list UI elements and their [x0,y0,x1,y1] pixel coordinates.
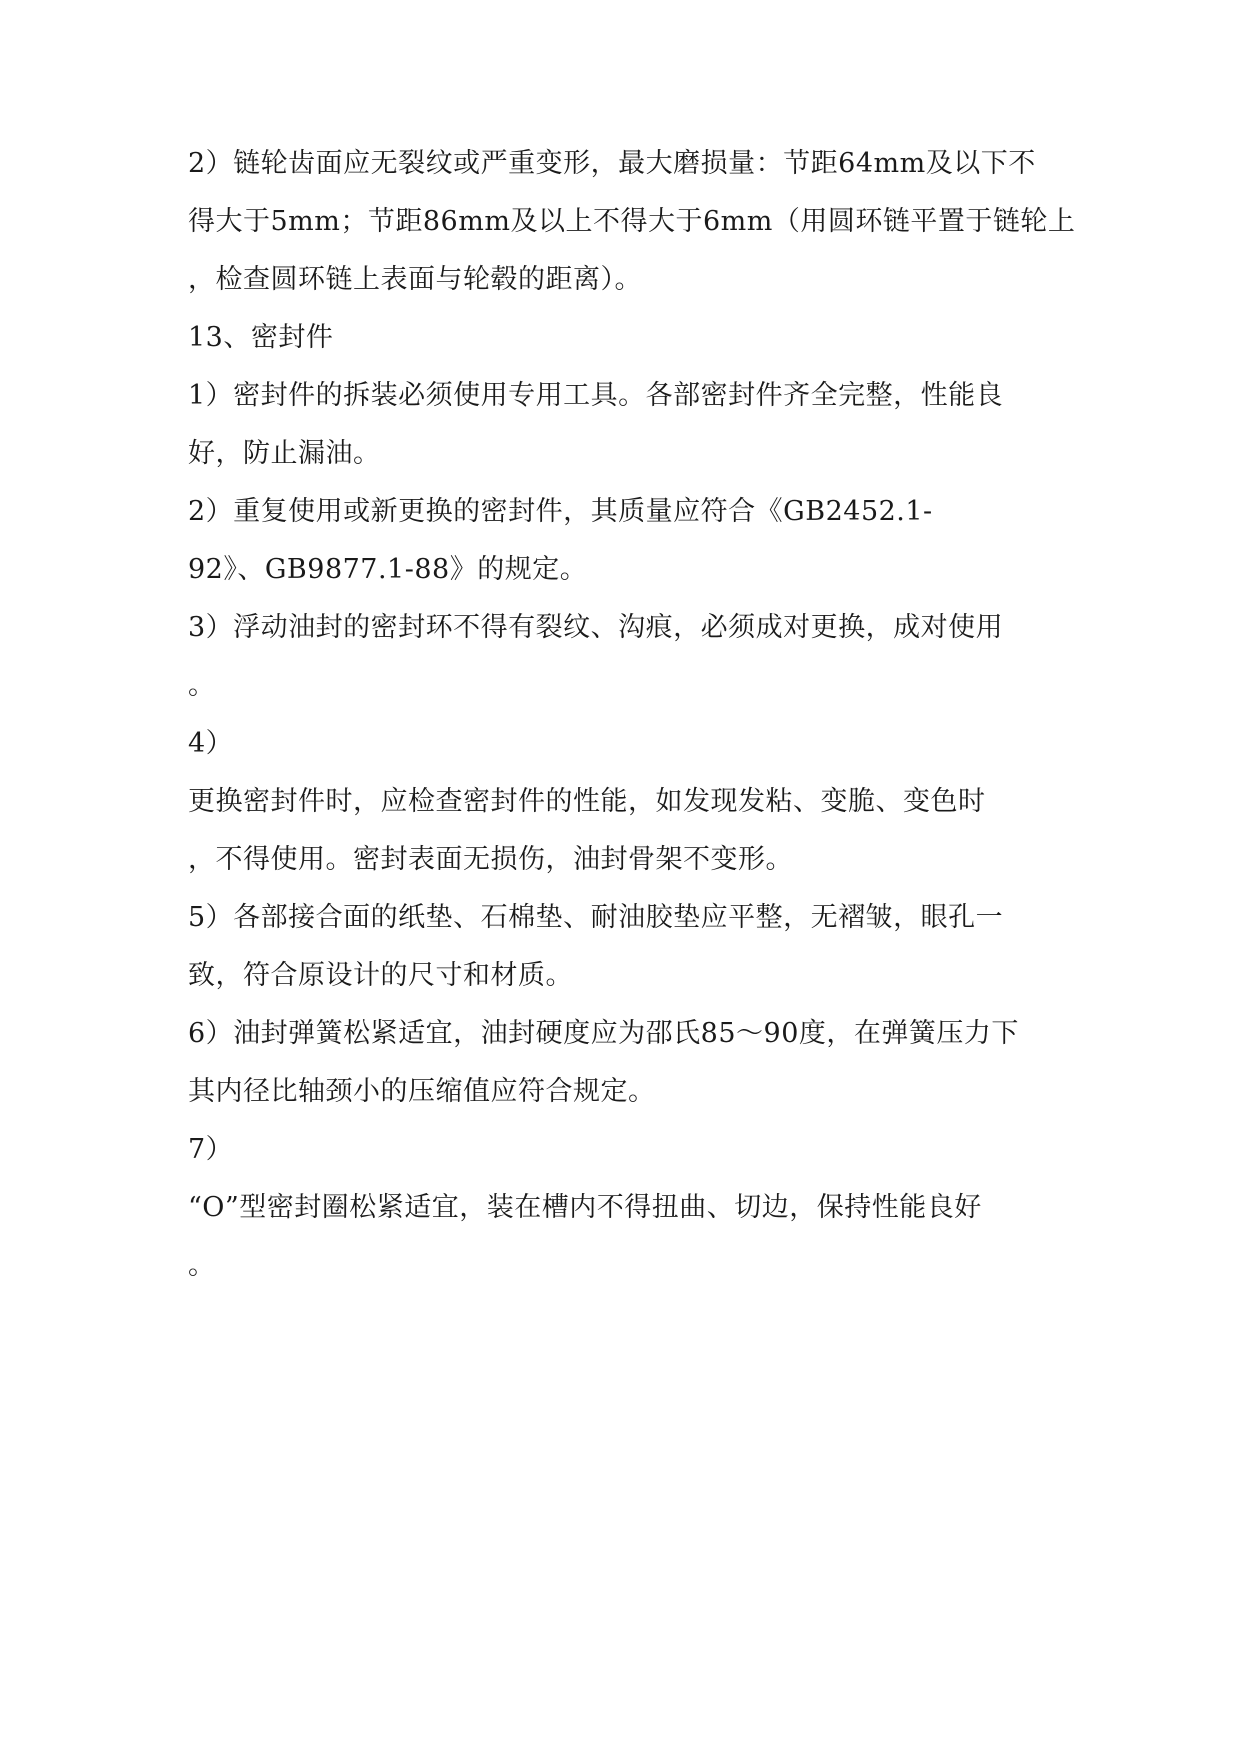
text-line: 92》、GB9877.1-88》的规定。 [188,554,588,585]
text-line: 。 [188,1250,216,1281]
text-line: 3）浮动油封的密封环不得有裂纹、沟痕，必须成对更换，成对使用 [188,612,1004,643]
text-line: 5）各部接合面的纸垫、石棉垫、耐油胶垫应平整，无褶皱，眼孔一 [188,902,1004,933]
text-line: ，不得使用。密封表面无损伤，油封骨架不变形。 [188,844,793,875]
text-line: 7） [188,1134,234,1165]
text-line: “O”型密封圈松紧适宜，装在槽内不得扭曲、切边，保持性能良好 [188,1192,982,1223]
text-line: 更换密封件时，应检查密封件的性能，如发现发粘、变脆、变色时 [188,786,986,817]
text-line: 2）链轮齿面应无裂纹或严重变形，最大磨损量：节距64mm及以下不 [188,148,1036,179]
text-line: 6）油封弹簧松紧适宜，油封硬度应为邵氏85～90度，在弹簧压力下 [188,1018,1019,1049]
text-line: 。 [188,670,216,701]
text-line: 得大于5mm；节距86mm及以上不得大于6mm（用圆环链平置于链轮上 [188,206,1076,237]
text-line: 其内径比轴颈小的压缩值应符合规定。 [188,1076,656,1107]
text-line: 致，符合原设计的尺寸和材质。 [188,960,573,991]
text-line: 好，防止漏油。 [188,438,381,469]
text-line: ，检查圆环链上表面与轮毂的距离）。 [188,264,642,295]
text-line: 1）密封件的拆装必须使用专用工具。各部密封件齐全完整，性能良 [188,380,1004,411]
section-heading: 13、密封件 [188,322,334,353]
text-line: 4） [188,728,234,759]
text-line: 2）重复使用或新更换的密封件，其质量应符合《GB2452.1- [188,496,933,527]
